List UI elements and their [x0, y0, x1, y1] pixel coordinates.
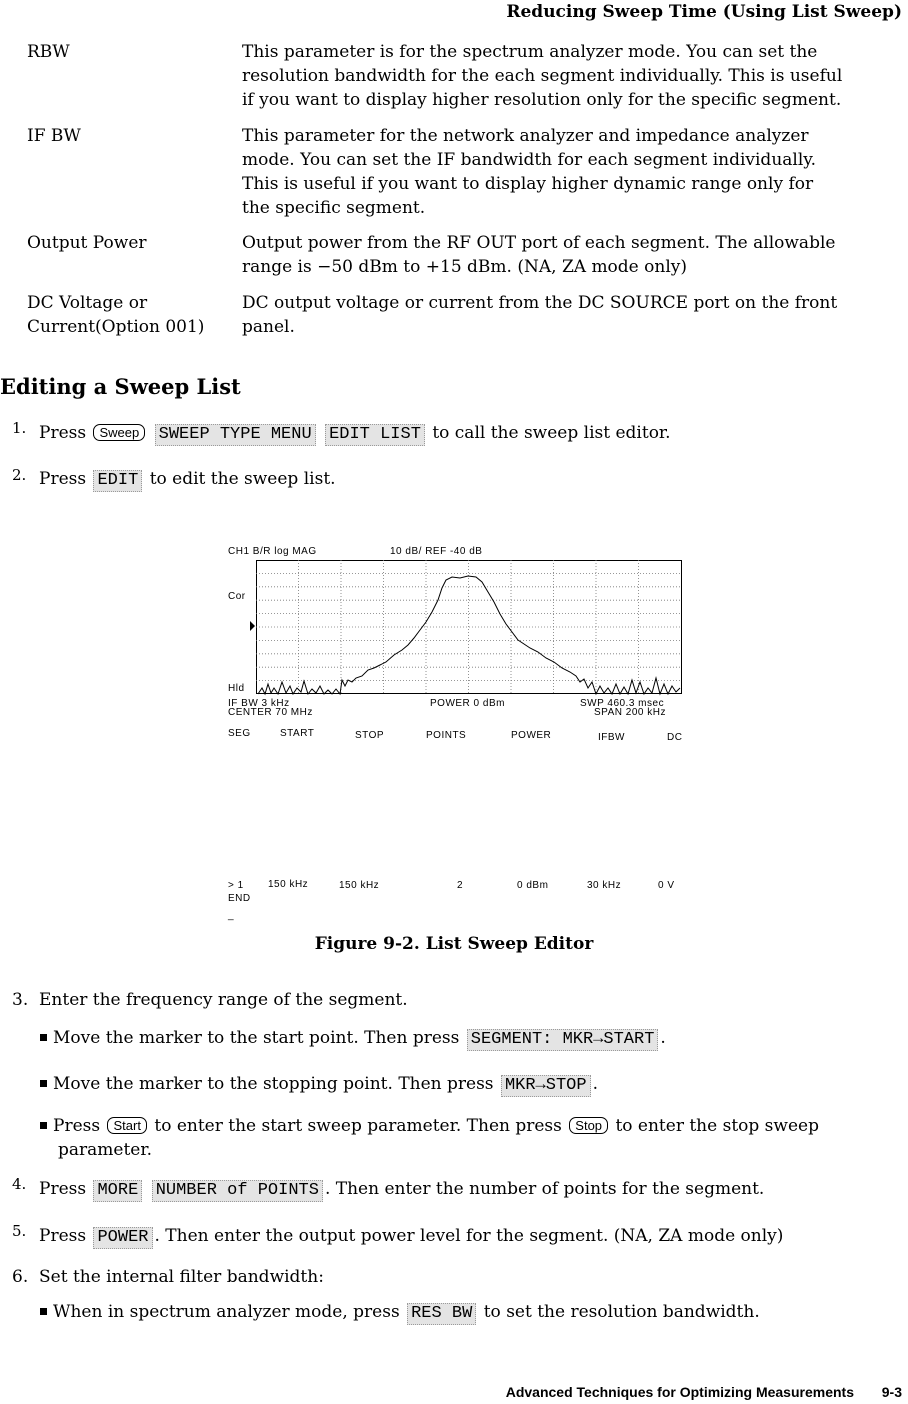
step-text: to call the sweep list editor. — [432, 423, 671, 443]
step-text: Press — [39, 469, 87, 489]
column-header-stop: STOP — [355, 730, 385, 741]
screen-scale-label: 10 dB/ REF -40 dB — [390, 546, 483, 557]
step-3-bullet-2 — [40, 1072, 598, 1097]
center-readout: CENTER 70 MHz — [228, 707, 313, 718]
bullet-text: to set the resolution bandwidth. — [483, 1302, 760, 1322]
screen-cor-annotation: Cor — [228, 591, 246, 602]
column-header-dc: DC — [667, 732, 683, 743]
step-2 — [39, 467, 336, 492]
dc-cell: 0 V — [658, 880, 675, 891]
stop-cell: 150 kHz — [339, 880, 380, 891]
bullet-text: Move the marker to the start point. Then press — [53, 1028, 460, 1048]
step-number: 3. — [12, 990, 29, 1010]
bullet-icon — [40, 1080, 47, 1087]
desc-line: resolution bandwidth for the each segment individually. This is useful — [242, 66, 843, 86]
start-hardkey[interactable]: Start — [107, 1117, 146, 1134]
desc-line: Output power from the RF OUT port of each segment. The allowable — [242, 233, 836, 253]
step-number: 1. — [12, 419, 27, 437]
step-1 — [39, 421, 671, 446]
column-header-ifbw: IFBW — [598, 732, 625, 743]
step-3-bullet-1 — [40, 1026, 666, 1051]
desc-line: DC output voltage or current from the DC SOURCE port on the front — [242, 293, 838, 313]
desc-line: the specific segment. — [242, 198, 426, 218]
step-text: Press — [39, 423, 87, 443]
param-desc-rbw — [242, 40, 842, 112]
sweep-time-readout: SWP 460.3 msec — [580, 698, 665, 709]
param-desc-dc — [242, 291, 837, 339]
trace-graticule — [256, 560, 682, 696]
step-number: 2. — [12, 466, 27, 484]
segment-mkr-start-softkey[interactable]: SEGMENT: MKR→START — [467, 1029, 659, 1051]
bullet-text: to enter the start sweep parameter. Then press — [154, 1116, 562, 1136]
bullet-text: to enter the stop sweep — [615, 1116, 819, 1136]
step-6: Set the internal filter bandwidth: — [39, 1267, 324, 1287]
running-header: Reducing Sweep Time (Using List Sweep) — [506, 2, 902, 22]
number-of-points-softkey[interactable]: NUMBER of POINTS — [152, 1180, 323, 1202]
desc-line: This parameter is for the spectrum analyzer mode. You can set the — [242, 42, 818, 62]
step-text: Press — [39, 1226, 87, 1246]
page-footer — [506, 1384, 902, 1400]
step-text: to edit the sweep list. — [149, 469, 336, 489]
bullet-text: Move the marker to the stopping point. Then press — [53, 1074, 494, 1094]
reference-marker-icon — [250, 621, 255, 631]
bullet-text: . — [660, 1028, 666, 1048]
column-header-power: POWER — [511, 730, 552, 741]
power-softkey[interactable]: POWER — [93, 1227, 152, 1249]
segment-table-header — [228, 728, 688, 742]
param-term-dc — [27, 291, 204, 339]
step-4 — [39, 1177, 764, 1202]
bullet-icon — [40, 1034, 47, 1041]
edit-softkey[interactable]: EDIT — [93, 470, 142, 492]
column-header-points: POINTS — [426, 730, 467, 741]
desc-line: mode. You can set the IF bandwidth for each segment individually. — [242, 150, 817, 170]
segment-cell: > 1 — [228, 880, 244, 891]
step-number: 4. — [12, 1175, 27, 1193]
screen-channel-label: CH1 B/R log MAG — [228, 546, 317, 557]
param-term-ifbw: IF BW — [27, 126, 81, 146]
end-marker: END — [228, 893, 251, 904]
figure-caption: Figure 9-2. List Sweep Editor — [314, 934, 594, 954]
bullet-text: . — [592, 1074, 598, 1094]
sweep-type-menu-softkey[interactable]: SWEEP TYPE MENU — [155, 424, 316, 446]
power-readout: POWER 0 dBm — [430, 698, 505, 709]
sweep-hardkey[interactable]: Sweep — [93, 424, 145, 441]
param-term-output-power: Output Power — [27, 233, 147, 253]
column-header-start: START — [280, 728, 315, 739]
desc-line: range is −50 dBm to +15 dBm. (NA, ZA mode only) — [242, 257, 687, 277]
step-3: Enter the frequency range of the segment. — [39, 990, 408, 1010]
edit-list-softkey[interactable]: EDIT LIST — [325, 424, 425, 446]
step-text: . Then enter the output power level for the segment. (NA, ZA mode only) — [154, 1226, 784, 1246]
res-bw-softkey[interactable]: RES BW — [407, 1303, 476, 1325]
step-number: 5. — [12, 1222, 27, 1240]
ifbw-cell: 30 kHz — [587, 880, 622, 891]
bullet-text: When in spectrum analyzer mode, press — [53, 1302, 400, 1322]
bullet-icon — [40, 1308, 47, 1315]
page-number: 9-3 — [881, 1384, 902, 1400]
screen-hld-annotation: Hld — [228, 683, 245, 694]
step-text: . Then enter the number of points for the segment. — [324, 1179, 765, 1199]
desc-line: This parameter for the network analyzer and impedance analyzer — [242, 126, 809, 146]
step-6-bullet-1 — [40, 1300, 760, 1325]
input-cursor: _ — [228, 910, 235, 921]
param-desc-ifbw — [242, 124, 816, 220]
table-row[interactable] — [228, 880, 688, 894]
mkr-stop-softkey[interactable]: MKR→STOP — [501, 1075, 591, 1097]
bullet-continuation: parameter. — [58, 1140, 153, 1160]
step-text: Press — [39, 1179, 87, 1199]
param-desc-output-power — [242, 231, 835, 279]
desc-line: This is useful if you want to display higher dynamic range only for — [242, 174, 814, 194]
bullet-text: Press — [53, 1116, 101, 1136]
start-cell: 150 kHz — [268, 879, 309, 890]
more-softkey[interactable]: MORE — [93, 1180, 142, 1202]
footer-title: Advanced Techniques for Optimizing Measurements — [505, 1384, 854, 1400]
bullet-icon — [40, 1122, 47, 1129]
desc-line: if you want to display higher resolution only for the specific segment. — [242, 90, 842, 110]
step-3-bullet-3 — [40, 1114, 819, 1138]
step-number: 6. — [12, 1267, 29, 1287]
step-5 — [39, 1224, 783, 1249]
points-cell: 2 — [457, 880, 464, 891]
span-readout: SPAN 200 kHz — [594, 707, 666, 718]
list-sweep-editor-screen — [226, 540, 696, 930]
term-line: Current(Option 001) — [27, 317, 205, 337]
power-cell: 0 dBm — [517, 880, 549, 891]
param-term-rbw: RBW — [27, 42, 70, 62]
stop-hardkey[interactable]: Stop — [569, 1117, 608, 1134]
desc-line: panel. — [242, 317, 295, 337]
term-line: DC Voltage or — [27, 293, 148, 313]
column-header-seg: SEG — [228, 728, 251, 739]
ifbw-readout: IF BW 3 kHz — [228, 698, 290, 709]
section-heading: Editing a Sweep List — [0, 374, 241, 399]
